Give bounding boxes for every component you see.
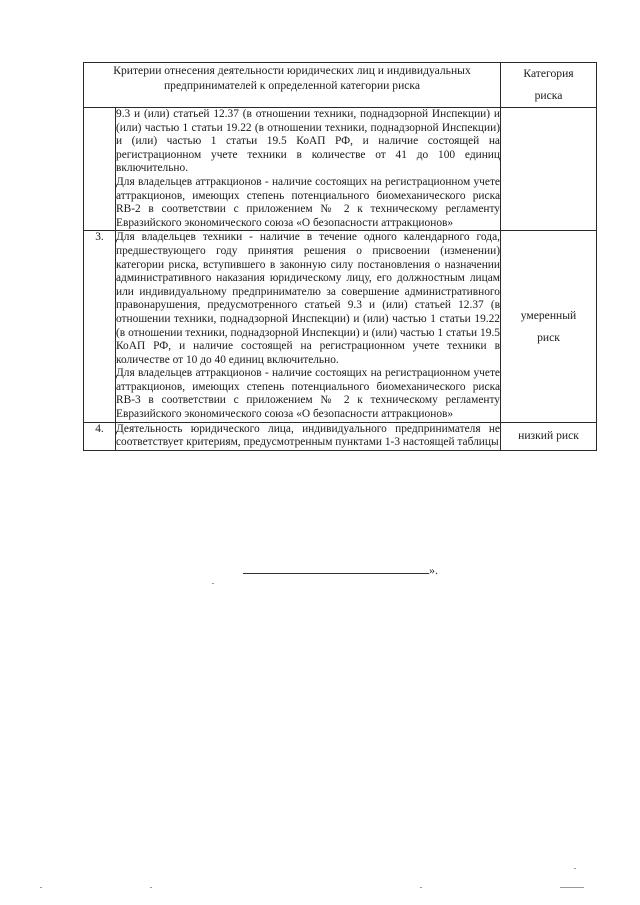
- criteria-paragraph: Деятельность юридического лица, индивидуального предпринимателя не соответствует критериям, предусмотренным пунктами 1-3 настоящей таблицы: [116, 422, 500, 449]
- header-category-line1: Категория: [523, 67, 574, 80]
- criteria-paragraph: Для владельцев аттракционов - наличие состоящих на регистрационном учете аттракционов, имеющих степень потенциального биомеханического риска RB-3 в соответствии с приложением № 2 к техническому регламенту Евразийского экономического союза «О безопасности аттракционов»: [116, 367, 500, 421]
- table-row: [84, 422, 597, 450]
- row-category-cell: [501, 108, 597, 231]
- header-criteria-cell: [84, 63, 501, 108]
- row-criteria-cell: [116, 231, 501, 422]
- table-row: [84, 108, 597, 231]
- signature-underline: [243, 563, 429, 574]
- row-number-cell: [84, 108, 116, 231]
- row-number-cell: [84, 231, 116, 422]
- row-category-cell: [501, 231, 597, 422]
- scan-speck: [212, 583, 214, 584]
- row-category-cell: [501, 422, 597, 450]
- risk-category: низкий риск: [518, 429, 579, 443]
- table-row: [84, 231, 597, 422]
- scan-speck: [150, 887, 152, 888]
- row-number: 4.: [95, 422, 104, 435]
- risk-criteria-table: [83, 62, 597, 451]
- header-criteria: Критерии отнесения деятельности юридических лиц и индивидуальных предпринимателей к определенной категории риска: [113, 64, 471, 92]
- scan-speck: [574, 868, 576, 869]
- row-criteria-cell: [116, 422, 501, 450]
- scan-speck: [40, 887, 42, 888]
- scan-speck: [420, 887, 422, 888]
- row-criteria-cell: [116, 108, 501, 231]
- criteria-paragraph: 9.3 и (или) статьей 12.37 (в отношении техники, поднадзорной Инспекции) и (или) частью 1 статьи 19.22 (в отношении техники, поднадзорной Инспекции) и (или) частью 1 статьи 19.5 КоАП РФ, и наличие состоящей на регистрационном учете техники в количестве от 41 до 100 единиц включительно.: [116, 108, 500, 175]
- header-category-cell: [501, 63, 597, 108]
- criteria-paragraph: Для владельцев аттракционов - наличие состоящих на регистрационном учете аттракционов, имеющих степень потенциального биомеханического риска RB-2 в соответствии с приложением № 2 к техническому регламенту Евразийского экономического союза «О безопасности аттракционов»: [116, 175, 500, 229]
- row-number: 3.: [95, 231, 104, 244]
- row-number-cell: [84, 422, 116, 450]
- table-header-row: [84, 63, 597, 108]
- header-category-line2: риска: [534, 89, 563, 102]
- risk-category-line2: риск: [537, 330, 560, 344]
- closing-quote: ».: [429, 563, 438, 577]
- scan-speck: [560, 887, 584, 888]
- risk-category-line1: умеренный: [520, 308, 577, 322]
- closing-line: [243, 563, 438, 578]
- criteria-paragraph: Для владельцев техники - наличие в течение одного календарного года, предшествующего году принятия решения о присвоении (изменении) категории риска, вступившего в законную силу постановления о назначении административного наказания юридическому лицу, его должностным лицам или индивидуальному предпринимателю за совершение административного правонарушения, предусмотренного статьей 9.3 и (или) статьей 12.37 (в отношении техники, поднадзорной Инспекции) и (или) частью 1 статьи 19.22 (в отношении техники, поднадзорной Инспекции) и (или) частью 1 статьи 19.5 КоАП РФ, и наличие состоящей на регистрационном учете техники в количестве от 10 до 40 единиц включительно.: [116, 231, 500, 366]
